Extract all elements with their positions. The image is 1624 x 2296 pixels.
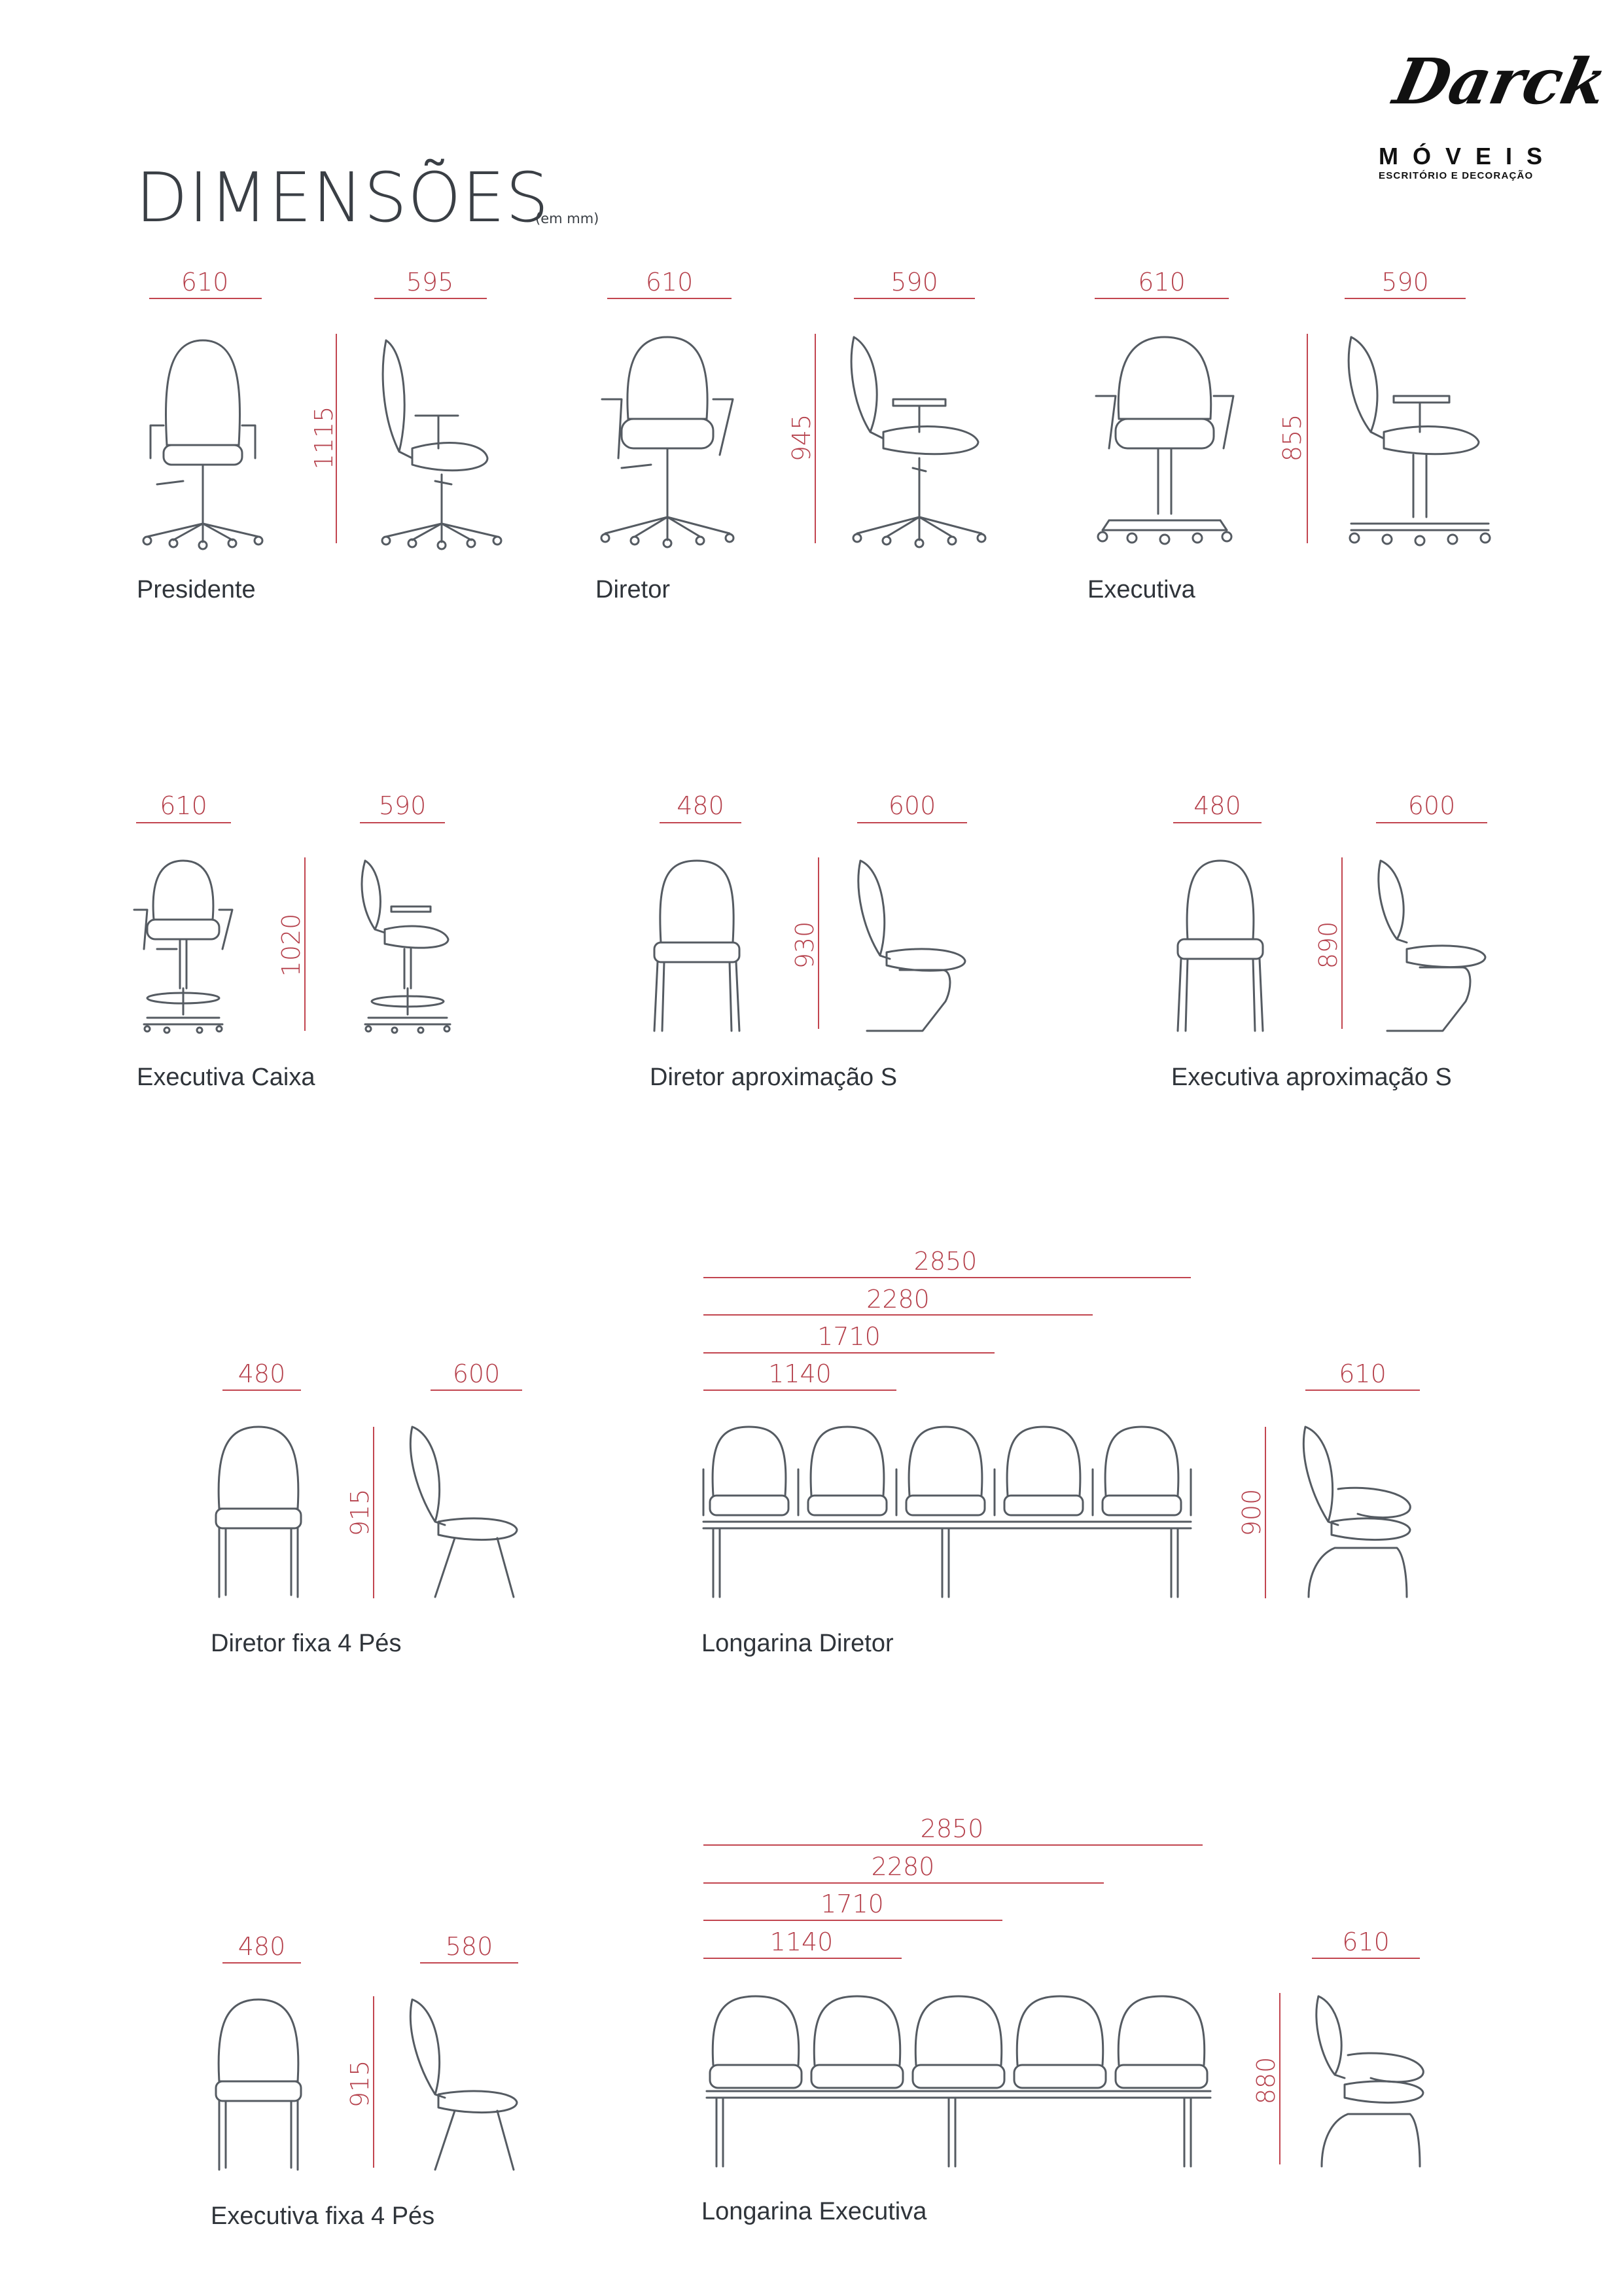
bench-front-icon (700, 1424, 1197, 1600)
brand-name: MÓVEIS (1379, 143, 1557, 170)
depth-dim: 590 (891, 268, 938, 296)
depth-dim: 600 (452, 1359, 501, 1388)
chair-side-icon (1345, 334, 1495, 550)
height-dim: 890 (1314, 921, 1343, 969)
product-name: Executiva fixa 4 Pés (211, 2202, 435, 2230)
width-dim: 480 (238, 1932, 286, 1961)
dim-line (222, 1390, 301, 1391)
width-dim: 480 (238, 1359, 286, 1388)
chair-front-icon (1089, 334, 1240, 550)
height-dim: 855 (1278, 414, 1307, 462)
height-dim: 930 (790, 921, 819, 969)
chair-side-icon (1299, 1424, 1430, 1600)
dim-line (703, 1277, 1191, 1278)
depth-dim: 600 (1407, 791, 1456, 820)
unit-note: (em mm) (535, 211, 599, 226)
dim-line (1307, 334, 1308, 543)
chair-front-icon (595, 334, 739, 550)
chair-front-icon (131, 857, 236, 1034)
chair-side-icon (359, 857, 463, 1034)
height-dim: 1020 (277, 913, 306, 977)
chair-side-icon (847, 334, 991, 550)
width-dim: 2280 (866, 1285, 930, 1314)
bench-front-icon (703, 1993, 1214, 2170)
brand-script: Darck (1387, 45, 1614, 118)
width-dim: 610 (181, 268, 229, 296)
dim-line (703, 1314, 1093, 1316)
width-dim: 2850 (913, 1247, 978, 1276)
dim-line (1173, 822, 1262, 823)
page-title: DIMENSÕES (135, 158, 550, 238)
width-dim: 1710 (821, 1890, 884, 1918)
dim-line (431, 1390, 522, 1391)
dim-line (854, 298, 975, 299)
product-name: Diretor fixa 4 Pés (211, 1630, 402, 1657)
dim-line (136, 822, 231, 823)
chair-front-icon (213, 1996, 304, 2173)
chair-side-icon (1312, 1993, 1443, 2170)
product-name: Diretor (595, 576, 671, 603)
product-name: Longarina Diretor (701, 1630, 894, 1657)
dim-line (374, 298, 487, 299)
dim-line (660, 822, 741, 823)
dim-line (703, 1390, 896, 1391)
width-dim: 1140 (768, 1359, 832, 1388)
dim-line (1305, 1390, 1420, 1391)
width-dim: 2280 (871, 1852, 935, 1881)
depth-dim: 590 (378, 791, 427, 820)
dim-line (857, 822, 967, 823)
brand-logo (1364, 45, 1614, 188)
height-dim: 945 (787, 414, 816, 462)
product-name: Longarina Executiva (701, 2198, 927, 2225)
product-name: Presidente (137, 576, 256, 603)
height-dim: 915 (345, 2060, 374, 2108)
depth-dim: 610 (1342, 1928, 1390, 1956)
chair-front-icon (648, 857, 746, 1034)
height-dim: 900 (1237, 1488, 1266, 1537)
dim-line (607, 298, 732, 299)
product-name: Executiva (1087, 576, 1195, 603)
chair-side-icon (406, 1996, 523, 2173)
width-dim: 610 (160, 791, 207, 820)
dim-line (703, 1958, 902, 1959)
dim-line (149, 298, 262, 299)
depth-dim: 595 (406, 268, 454, 296)
chair-side-icon (1374, 857, 1492, 1034)
dim-line (222, 1962, 301, 1964)
dim-line (703, 1882, 1104, 1884)
depth-dim: 580 (445, 1932, 493, 1961)
width-dim: 610 (645, 268, 694, 296)
width-dim: 610 (1138, 268, 1186, 296)
brand-tagline: ESCRITÓRIO E DECORAÇÃO (1379, 170, 1534, 181)
dim-line (360, 822, 445, 823)
chair-front-icon (213, 1424, 304, 1600)
product-name: Executiva Caixa (137, 1064, 315, 1091)
height-dim: 1115 (309, 406, 338, 470)
chair-side-icon (854, 857, 972, 1034)
dim-line (1345, 298, 1466, 299)
height-dim: 880 (1252, 2056, 1280, 2105)
depth-dim: 610 (1339, 1359, 1386, 1388)
product-name: Executiva aproximação S (1171, 1064, 1452, 1091)
depth-dim: 590 (1381, 268, 1429, 296)
dim-line (420, 1962, 518, 1964)
dim-line (703, 1352, 995, 1354)
chair-side-icon (406, 1424, 523, 1600)
dim-line (703, 1844, 1203, 1846)
width-dim: 2850 (920, 1814, 984, 1843)
width-dim: 1140 (769, 1928, 834, 1956)
height-dim: 915 (345, 1488, 374, 1537)
dim-line (1376, 822, 1487, 823)
dim-line (1312, 1958, 1420, 1959)
product-name: Diretor aproximação S (650, 1064, 898, 1091)
width-dim: 480 (677, 791, 724, 820)
chair-side-icon (373, 334, 504, 550)
chair-front-icon (1171, 857, 1269, 1034)
dim-line (1095, 298, 1229, 299)
width-dim: 1710 (817, 1322, 881, 1351)
width-dim: 480 (1193, 791, 1241, 820)
chair-front-icon (137, 334, 268, 550)
depth-dim: 600 (888, 791, 936, 820)
dim-line (703, 1920, 1002, 1921)
